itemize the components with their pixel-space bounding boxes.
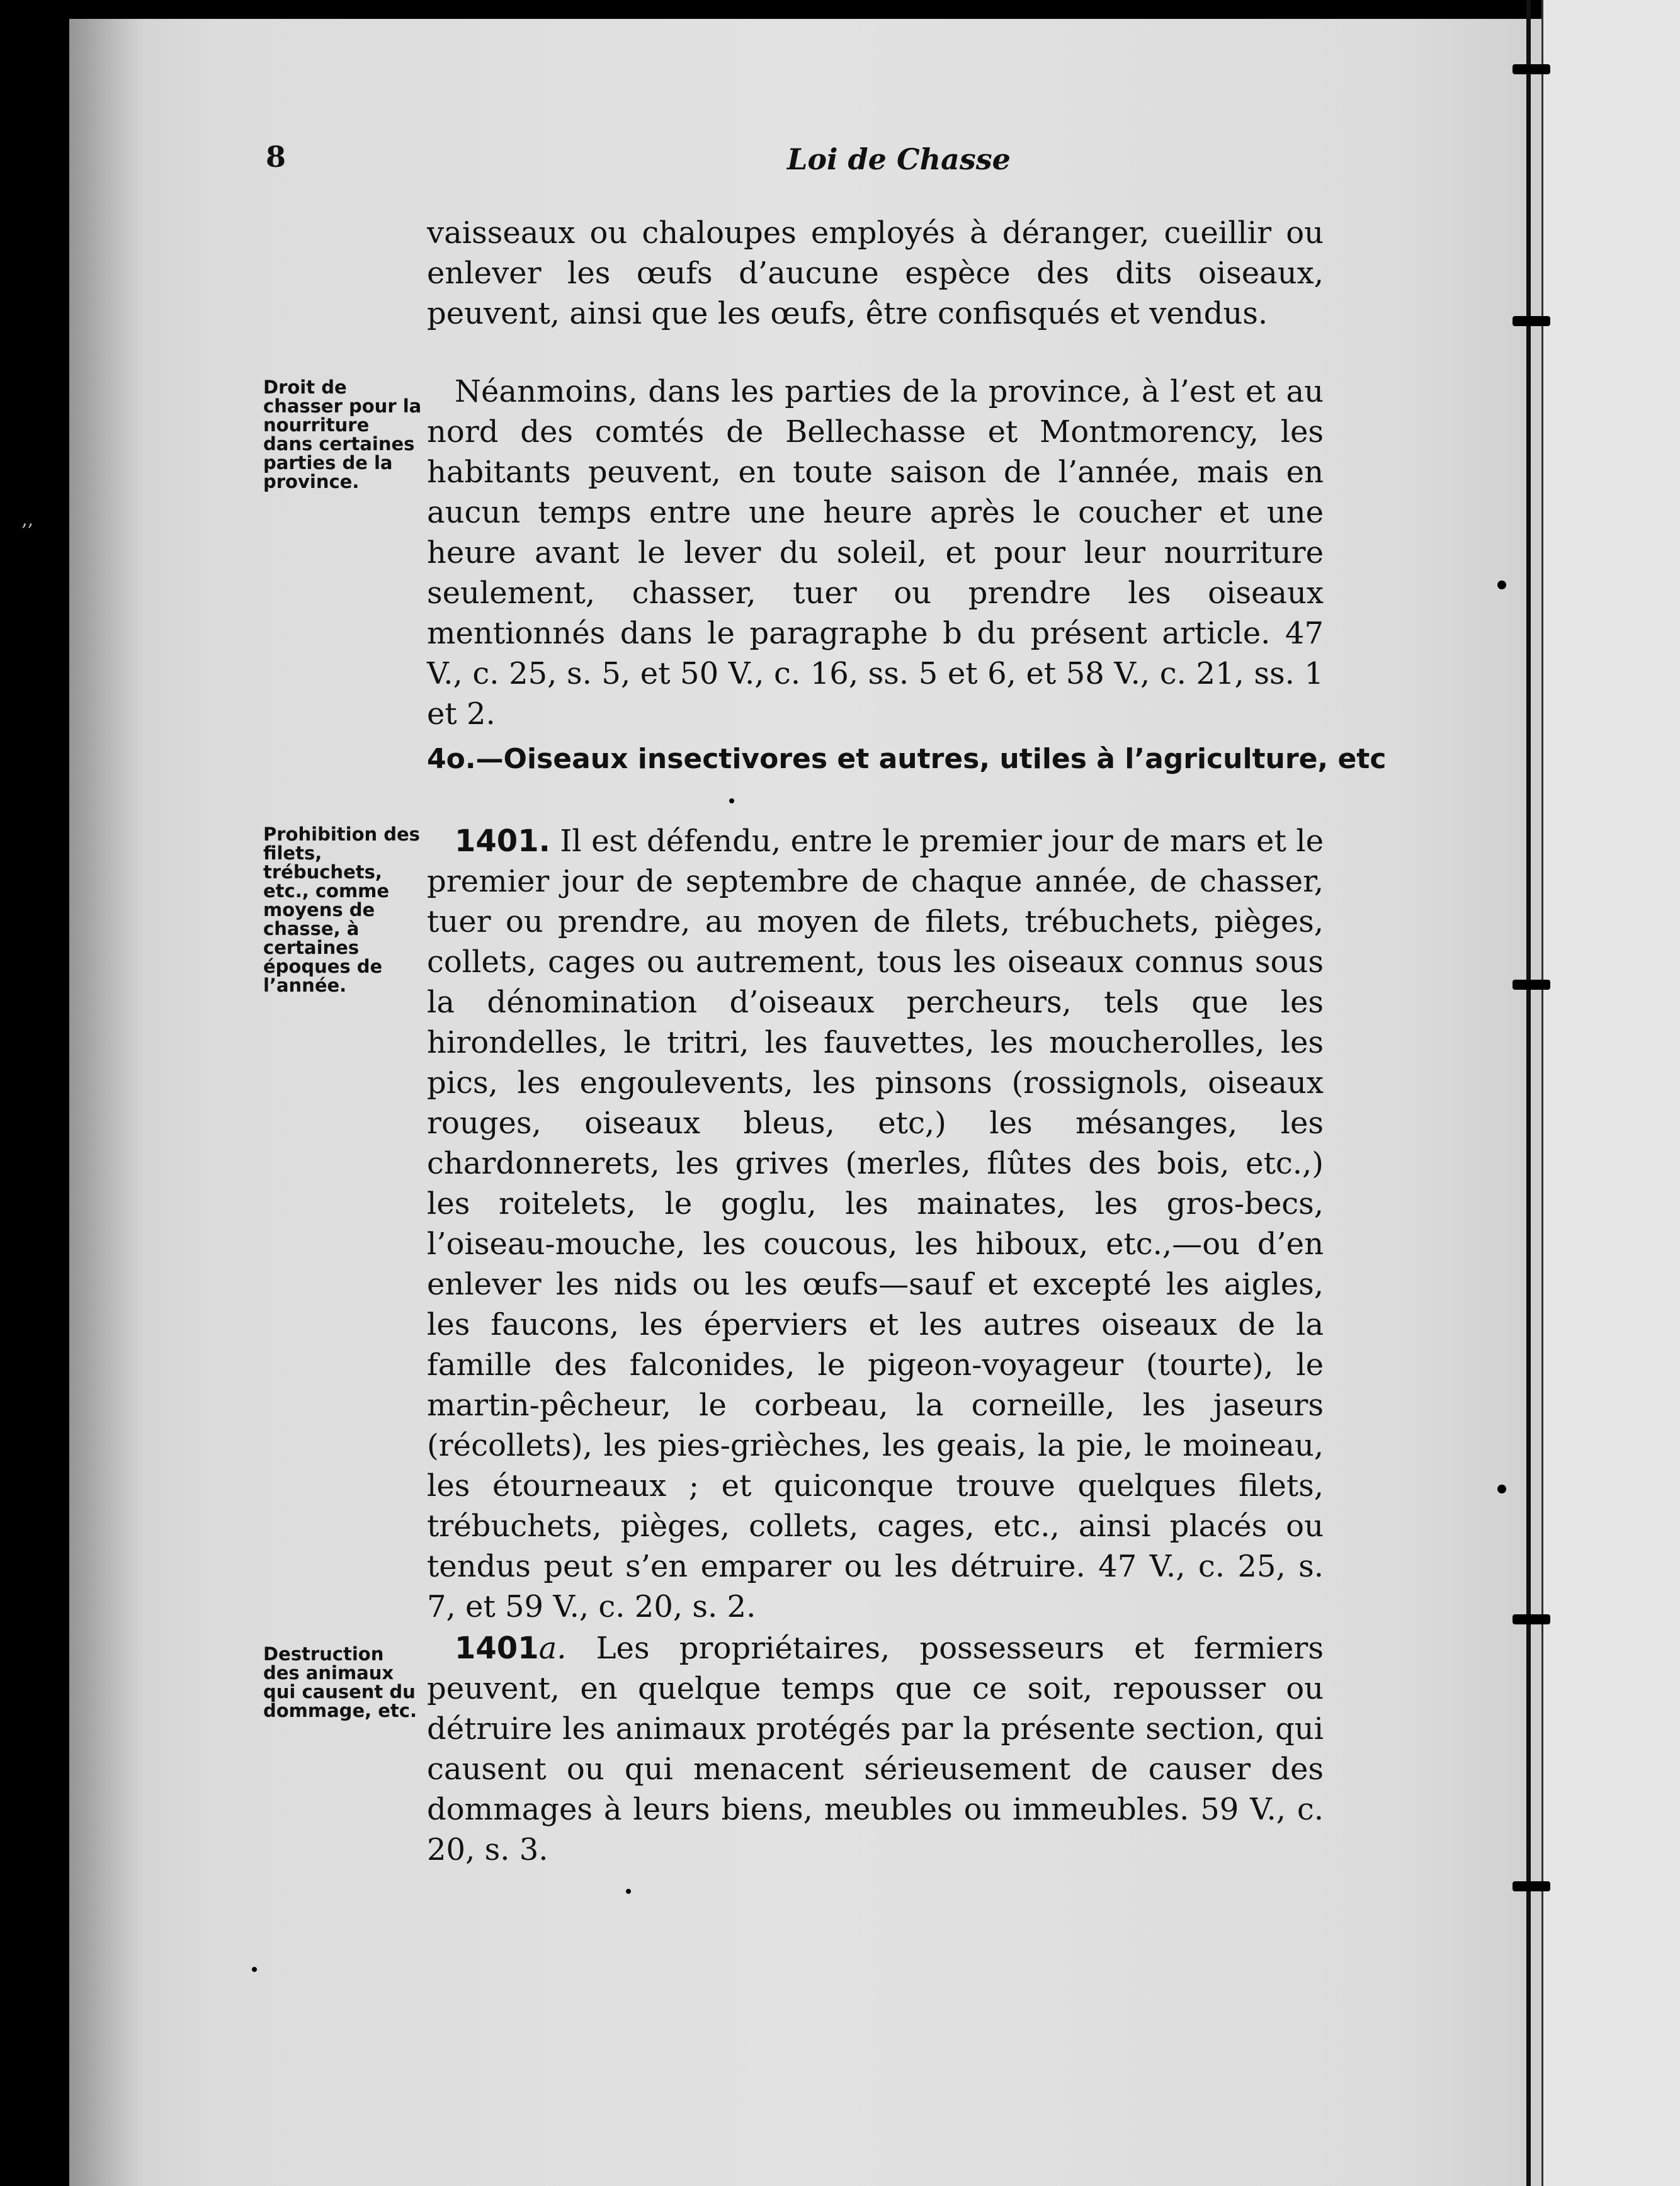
neanmoins-paragraph: [427, 371, 1324, 734]
article-1401a-text: Les propriétaires, possesseurs et fermiers peuvent, en quelque temps que ce soit, repousser ou détruire les animaux protégés par la présente section, qui causent ou qui menacent sérieusement de causer des dommages à leurs biens, meubles ou immeubles. 59 V., c. 20, s. 3.: [427, 1631, 1324, 1867]
binding-stitch: [1513, 64, 1550, 74]
margin-note-droit: Droit de chasser pour la nourriture dans certaines parties de la province.: [263, 377, 422, 492]
page-gutter-shadow: [69, 19, 145, 2186]
binding-line: [1526, 0, 1531, 2186]
binding-stitch: [1513, 1614, 1550, 1624]
intro-text: vaisseaux ou chaloupes employés à déranger, cueillir ou enlever les œufs d’aucune espèce des dits oiseaux, peuvent, ainsi que les œufs, être confisqués et vendus.: [427, 215, 1324, 331]
article-1401: [427, 821, 1324, 1627]
binding-line-secondary: [1541, 0, 1543, 2186]
article-1401-text: Il est défendu, entre le premier jour de mars et le premier jour de septembre de chaque année, de chasser, tuer ou prendre, au moyen de filets, trébuchets, pièges, collets, cages ou autrement, tous les oiseaux connus sous la dénomination d’oiseaux percheurs, tels que les hirondelles, le tritri, les fauvettes, les moucherolles, les pics, les engoulevents, les pinsons (rossignols, oiseaux rouges, oiseaux bleus, etc,) les mésanges, les chardonnerets, les grives (merles, flûtes des bois, etc.,) les roitelets, le goglu, les mainates, les gros-becs, l’oiseau-mouche, les coucous, les hiboux, etc.,—ou d’en enlever les nids ou les œufs—sauf et excepté les aigles, les faucons, les éperviers et les autres oiseaux de la famille des falconides, le pigeon-voyageur (tourte), le martin-pêcheur, le corbeau, la corneille, les jaseurs (récollets), les pies-grièches, les geais, la pie, le moineau, les étourneaux ; et quiconque trouve quelques filets, trébuchets, pièges, collets, cages, etc., ainsi placés ou tendus peut s’en emparer ou les détruire. 47 V., c. 25, s. 7, et 59 V., c. 20, s. 2.: [427, 824, 1324, 1624]
print-speck: [729, 798, 734, 803]
facing-page-edge: [1541, 0, 1680, 2186]
binding-stitch: [1513, 316, 1550, 326]
binding-stitch: [1513, 1881, 1550, 1891]
margin-note-destruction: Destruction des animaux qui causent du dommage, etc.: [263, 1643, 417, 1721]
print-speck: [626, 1889, 631, 1894]
binding-hole: [1497, 1485, 1506, 1493]
article-1401-number: 1401.: [455, 824, 550, 859]
margin-speck: ‚‚: [21, 509, 34, 531]
running-title: Loi de Chasse: [787, 142, 1011, 176]
binding-stitch: [1513, 980, 1550, 990]
binding-hole: [1497, 580, 1506, 589]
print-speck: [252, 1967, 257, 1972]
article-1401a-suffix: a.: [538, 1631, 567, 1666]
article-1401a-number: 1401: [455, 1631, 539, 1666]
margin-note-prohibition: Prohibition des filets, trébuchets, etc., comme moyens de chasse, à certaines époques de l’année.: [263, 824, 420, 996]
neanmoins-text: Néanmoins, dans les parties de la province, à l’est et au nord des comtés de Bellechasse et Montmorency, les habitants peuvent, en toute saison de l’année, mais en aucun temps entre une heure après le coucher et une heure avant le lever du soleil, et pour leur nourriture seulement, chasser, tuer ou prendre les oiseaux mentionnés dans le paragraphe b du présent article. 47 V., c. 25, s. 5, et 50 V., c. 16, ss. 5 et 6, et 58 V., c. 21, ss. 1 et 2.: [427, 374, 1324, 732]
intro-paragraph: [427, 213, 1324, 334]
article-1401a: [427, 1628, 1324, 1870]
page-number: 8: [266, 140, 287, 174]
section-heading: 4o.—Oiseaux insectivores et autres, utiles à l’agriculture, etc: [427, 743, 1387, 775]
